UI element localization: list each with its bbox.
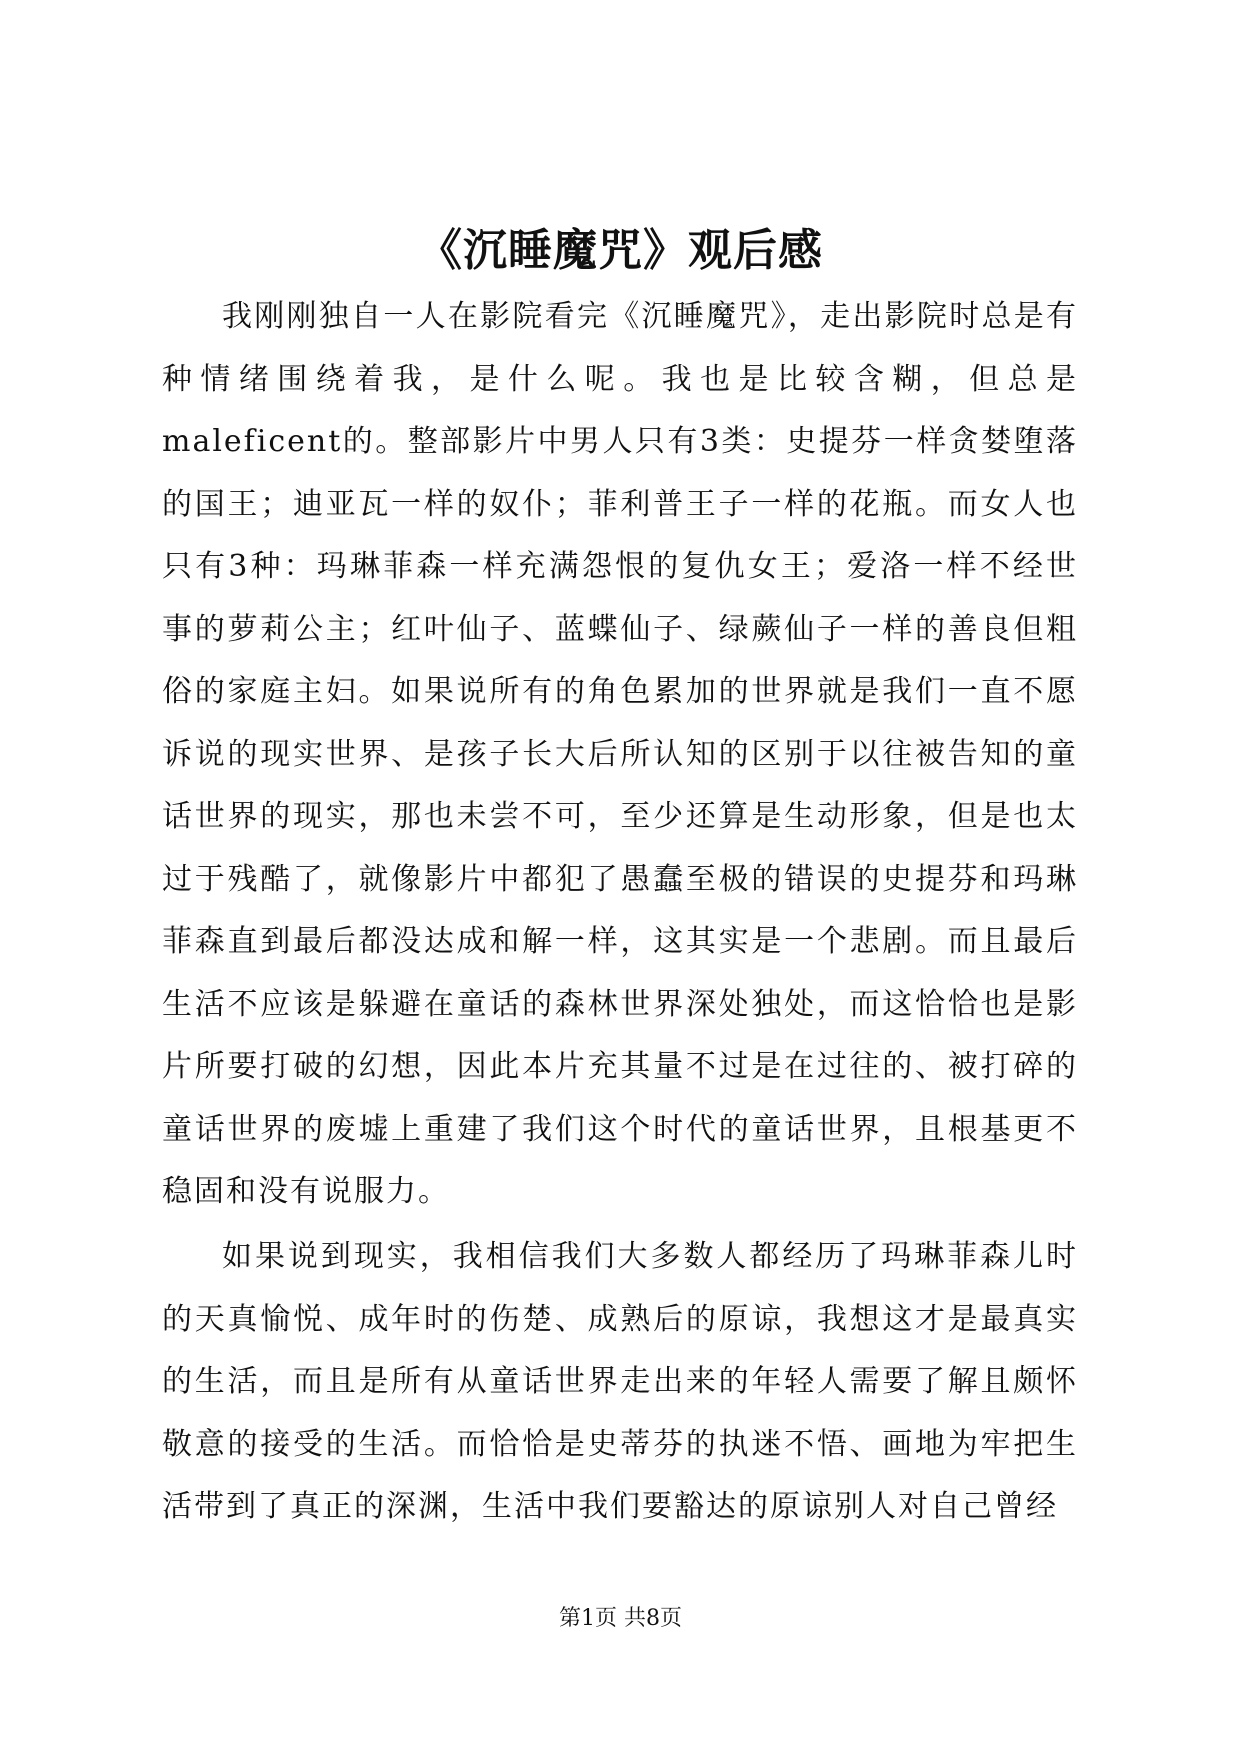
page-footer: 第1页 共8页 — [559, 1606, 682, 1631]
document-title: 《沉睡魔咒》观后感 — [418, 225, 823, 276]
body-paragraph-2: 如果说到现实，我相信我们大多数人都经历了玛琳菲森儿时的天真愉悦、成年时的伤楚、成熟后的原谅，我想这才是最真实的生活，而且是所有从童话世界走出来的年轻人需要了解且颇怀敬意的接受的生活。而恰恰是史蒂芬的执迷不悟、画地为牢把生活带到了真正的深渊，生活中我们要豁达的原谅别人对自己曾经 — [162, 1239, 1078, 1524]
body-paragraph-1: 我刚刚独自一人在影院看完《沉睡魔咒》，走出影院时总是有种情绪围绕着我，是什么呢。我也是比较含糊，但总是maleficent的。整部影片中男人只有3类：史提芬一样贪婪堕落的国王；迪亚瓦一样的奴仆；菲利普王子一样的花瓶。而女人也只有3种：玛琳菲森一样充满怨恨的复仇女王；爱洛一样不经世事的萝莉公主；红叶仙子、蓝蝶仙子、绿蕨仙子一样的善良但粗俗的家庭主妇。如果说所有的角色累加的世界就是我们一直不愿诉说的现实世界、是孩子长大后所认知的区别于以往被告知的童话世界的现实，那也未尝不可，至少还算是生动形象，但是也太过于残酷了，就像影片中都犯了愚蠢至极的错误的史提芬和玛琳菲森直到最后都没达成和解一样，这其实是一个悲剧。而且最后生活不应该是躲避在童话的森林世界深处独处，而这恰恰也是影片所要打破的幻想，因此本片充其量不过是在过往的、被打碎的童话世界的废墟上重建了我们这个时代的童话世界，且根基更不稳固和没有说服力。 — [162, 299, 1078, 1209]
